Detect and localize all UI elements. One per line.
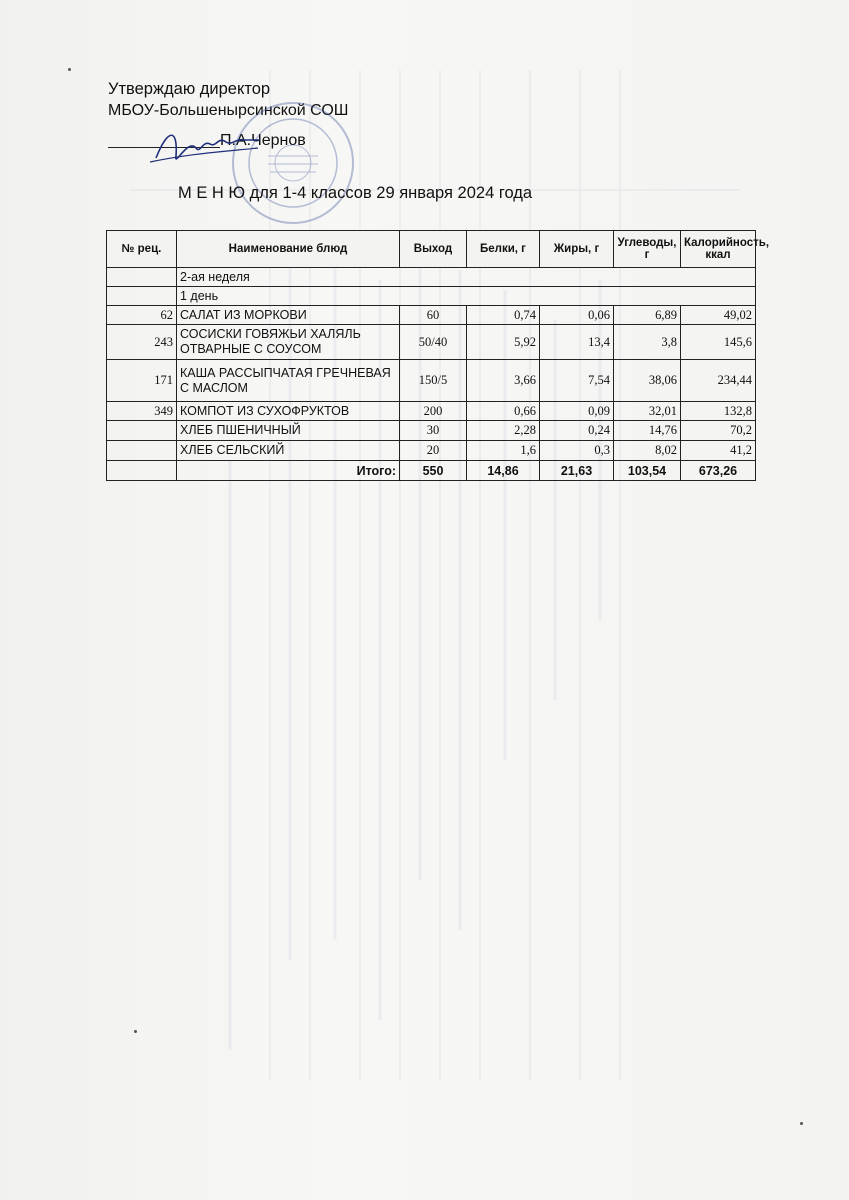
- protein: 3,66: [467, 360, 540, 402]
- protein: 5,92: [467, 325, 540, 360]
- dish-name: КОМПОТ ИЗ СУХОФРУКТОВ: [177, 402, 400, 421]
- calories: 145,6: [681, 325, 756, 360]
- protein: 0,74: [467, 306, 540, 325]
- menu-table: [106, 230, 770, 481]
- recipe-no: 349: [107, 402, 177, 421]
- fat: 0,09: [540, 402, 614, 421]
- table-row: [107, 421, 756, 441]
- speck: [134, 1030, 137, 1033]
- school-name: МБОУ-Большенырсинской СОШ: [108, 102, 349, 119]
- speck: [68, 68, 71, 71]
- col-carbs: Углеводы, г: [614, 231, 681, 268]
- fat: 13,4: [540, 325, 614, 360]
- fat: 0,3: [540, 441, 614, 461]
- fat: 7,54: [540, 360, 614, 402]
- col-fat: Жиры, г: [540, 231, 614, 268]
- table-row: [107, 306, 756, 325]
- carbs: 6,89: [614, 306, 681, 325]
- carbs: 14,76: [614, 421, 681, 441]
- carbs: 3,8: [614, 325, 681, 360]
- col-recipe-no: № рец.: [107, 231, 177, 268]
- table-row: [107, 402, 756, 421]
- yield: 150/5: [400, 360, 467, 402]
- table-row: [107, 441, 756, 461]
- calories: 41,2: [681, 441, 756, 461]
- table-row: [107, 360, 756, 402]
- col-yield: Выход: [400, 231, 467, 268]
- total-yield: 550: [400, 461, 467, 481]
- recipe-no: [107, 441, 177, 461]
- yield: 60: [400, 306, 467, 325]
- total-calories: 673,26: [681, 461, 756, 481]
- recipe-no: 62: [107, 306, 177, 325]
- recipe-no: 171: [107, 360, 177, 402]
- dish-name: КАША РАССЫПЧАТАЯ ГРЕЧНЕВАЯ С МАСЛОМ: [177, 360, 400, 402]
- calories: 132,8: [681, 402, 756, 421]
- protein: 1,6: [467, 441, 540, 461]
- col-calories: Калорийность, ккал: [681, 231, 756, 268]
- director-signature-icon: [148, 118, 268, 178]
- week-row: [107, 268, 756, 287]
- dish-name: ХЛЕБ ПШЕНИЧНЫЙ: [177, 421, 400, 441]
- dish-name: СОСИСКИ ГОВЯЖЬИ ХАЛЯЛЬ ОТВАРНЫЕ С СОУСОМ: [177, 325, 400, 360]
- carbs: 38,06: [614, 360, 681, 402]
- dish-name: ХЛЕБ СЕЛЬСКИЙ: [177, 441, 400, 461]
- protein: 2,28: [467, 421, 540, 441]
- col-dish-name: Наименование блюд: [177, 231, 400, 268]
- table-row: [107, 325, 756, 360]
- speck: [800, 1122, 803, 1125]
- approval-heading: Утверждаю директор: [108, 80, 271, 98]
- fat: 0,06: [540, 306, 614, 325]
- calories: 234,44: [681, 360, 756, 402]
- total-protein: 14,86: [467, 461, 540, 481]
- col-protein: Белки, г: [467, 231, 540, 268]
- yield: 50/40: [400, 325, 467, 360]
- total-fat: 21,63: [540, 461, 614, 481]
- carbs: 32,01: [614, 402, 681, 421]
- dish-name: САЛАТ ИЗ МОРКОВИ: [177, 306, 400, 325]
- week-label: 2-ая неделя: [177, 268, 756, 287]
- calories: 70,2: [681, 421, 756, 441]
- menu-title: М Е Н Ю для 1-4 классов 29 января 2024 года: [178, 184, 533, 202]
- recipe-no: [107, 421, 177, 441]
- director-name: П.А.Чернов: [220, 132, 306, 149]
- bleed-through-texture: [120, 60, 760, 1100]
- total-row: [107, 461, 756, 481]
- yield: 200: [400, 402, 467, 421]
- table-header-row: [107, 231, 756, 268]
- protein: 0,66: [467, 402, 540, 421]
- calories: 49,02: [681, 306, 756, 325]
- total-label: Итого:: [177, 461, 400, 481]
- fat: 0,24: [540, 421, 614, 441]
- yield: 30: [400, 421, 467, 441]
- day-label: 1 день: [177, 287, 756, 306]
- total-carbs: 103,54: [614, 461, 681, 481]
- recipe-no: 243: [107, 325, 177, 360]
- yield: 20: [400, 441, 467, 461]
- carbs: 8,02: [614, 441, 681, 461]
- day-row: [107, 287, 756, 306]
